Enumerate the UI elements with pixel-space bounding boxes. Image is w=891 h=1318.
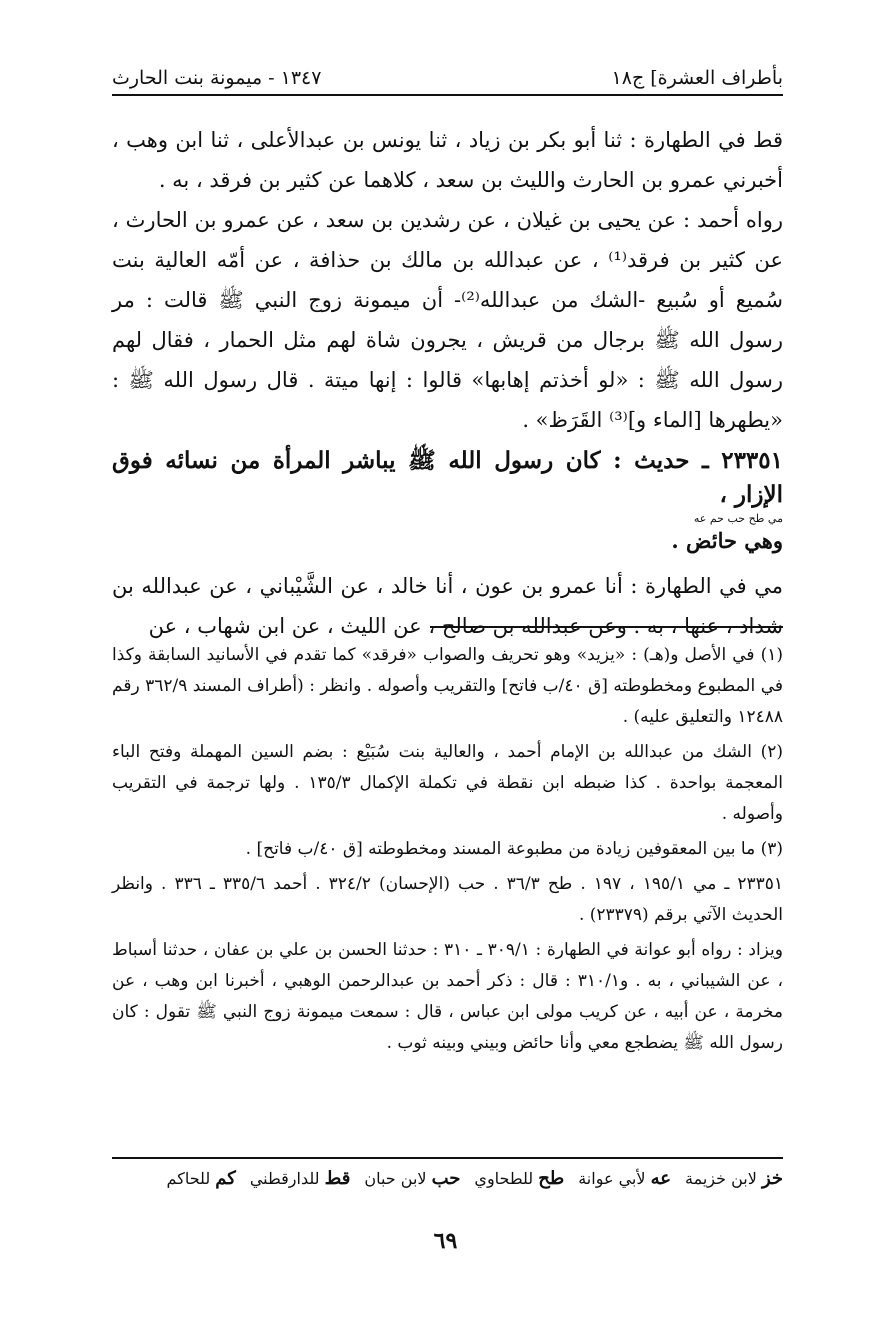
footnote-2: (٢) الشك من عبدالله بن الإمام أحمد ، والعالية بنت سُبَيْع : بضم السين المهملة وفتح الباء المعجمة بواحدة . كذا ضبطه ابن نقطة في تكملة الإكمال ١٣٥/٣ . ولها ترجمة في التقريب وأصوله .	[112, 742, 784, 824]
hadith-heading: ٢٣٣٥١ ـ حديث : كان رسول الله ﷺ يباشر المرأة من نسائه فوق الإزار ،	[112, 447, 783, 508]
hadith-heading-end: وهي حائض .	[671, 528, 783, 553]
hadith-sigla: مي طح حب حم عه	[693, 512, 783, 525]
running-header	[112, 62, 783, 96]
key-item: حب لابن حبان	[364, 1168, 461, 1189]
abbreviation-key	[112, 1168, 783, 1189]
paragraph-qutni: قط في الطهارة : ثنا أبو بكر بن زياد ، ثنا يونس بن عبدالأعلى ، ثنا ابن وهب ، أخبرني عمرو بن الحارث والليث بن سعد ، كلاهما عن كثير بن فرقد ، به .	[112, 128, 783, 192]
footnotes	[112, 640, 783, 1063]
addition-note: ويزاد : رواه أبو عوانة في الطهارة : ٣٠٩/١ ـ ٣١٠ : حدثنا الحسن بن علي بن عفان ، حدثنا أسباط ، عن الشيباني ، به . و٣١٠/١ : قال : ذكر أحمد بن عبدالرحمن الوهبي ، أخبرنا ابن وهب ، عن مخرمة ، عن أبيه ، عن كريب مولى ابن عباس ، قال : سمعت ميمونة زوج النبي ﷺ تقول : كان رسول الله ﷺ يضطجع معي وأنا حائض وبيني وبينه ثوب .	[112, 940, 783, 1053]
main-text	[112, 120, 783, 646]
takhrij-note: ٢٣٣٥١ ـ مي ١٩٥/١ ، ١٩٧ . طح ٣٦/٣ . حب (الإحسان) ٣٢٤/٢ . أحمد ٣٣٥/٦ ـ ٣٣٦ . وانظر الحديث الآتي برقم (٢٣٣٧٩) .	[112, 874, 784, 925]
footnote-3: (٣) ما بين المعقوفين زيادة من مطبوعة المسند ومخطوطته [ق ٤٠/ب فاتح] .	[245, 839, 783, 859]
key-item: طح للطحاوي	[474, 1168, 565, 1189]
page-number: ٦٩	[433, 1228, 458, 1254]
key-item: خز لابن خزيمة	[685, 1168, 783, 1189]
key-item: قط للدارقطني	[249, 1168, 351, 1189]
paragraph-ahmad: رواه أحمد : عن يحيى بن غيلان ، عن رشدين بن سعد ، عن عمرو بن الحارث ، عن كثير بن فرقد⁽¹⁾ ، عن عبدالله بن مالك بن حذافة ، عن أمّه العالية بنت سُميع أو سُبيع -الشك من عبدالله⁽²⁾- أن ميمونة زوج النبي ﷺ قالت : مر رسول الله ﷺ برجال من قريش ، يجرون شاة لهم مثل الحمار ، فقال لهم رسول الله ﷺ : «لو أخذتم إهابها» قالوا : إنها ميتة . قال رسول الله ﷺ : «يطهرها [الماء و]⁽³⁾ القَرَظ» .	[112, 208, 783, 432]
footnote-1: (١) في الأصل و(هـ) : «يزيد» وهو تحريف والصواب «فرقد» كما تقدم في الأسانيد السابقة وكذا في المطبوع ومخطوطته [ق ٤٠/ب فاتح] والتقريب وأصوله . وانظر : (أطراف المسند ٣٦٢/٩ رقم ١٢٤٨٨ والتعليق عليه) .	[112, 645, 783, 727]
key-divider	[112, 1157, 783, 1159]
key-item: عه لأبي عوانة	[578, 1168, 671, 1189]
hadith-text: مي في الطهارة : أنا عمرو بن عون ، أنا خالد ، عن الشَّيْباني ، عن عبدالله بن شداد ، عنها ، به . وعن عبدالله بن صالح ، عن الليث ، عن ابن شهاب ، عن	[112, 574, 783, 638]
footnote-divider	[430, 626, 783, 628]
key-item: كم للحاكم	[166, 1168, 236, 1189]
book-title: بأطراف العشرة] ج١٨	[611, 67, 783, 89]
section-title: ١٣٤٧ - ميمونة بنت الحارث	[112, 67, 322, 89]
